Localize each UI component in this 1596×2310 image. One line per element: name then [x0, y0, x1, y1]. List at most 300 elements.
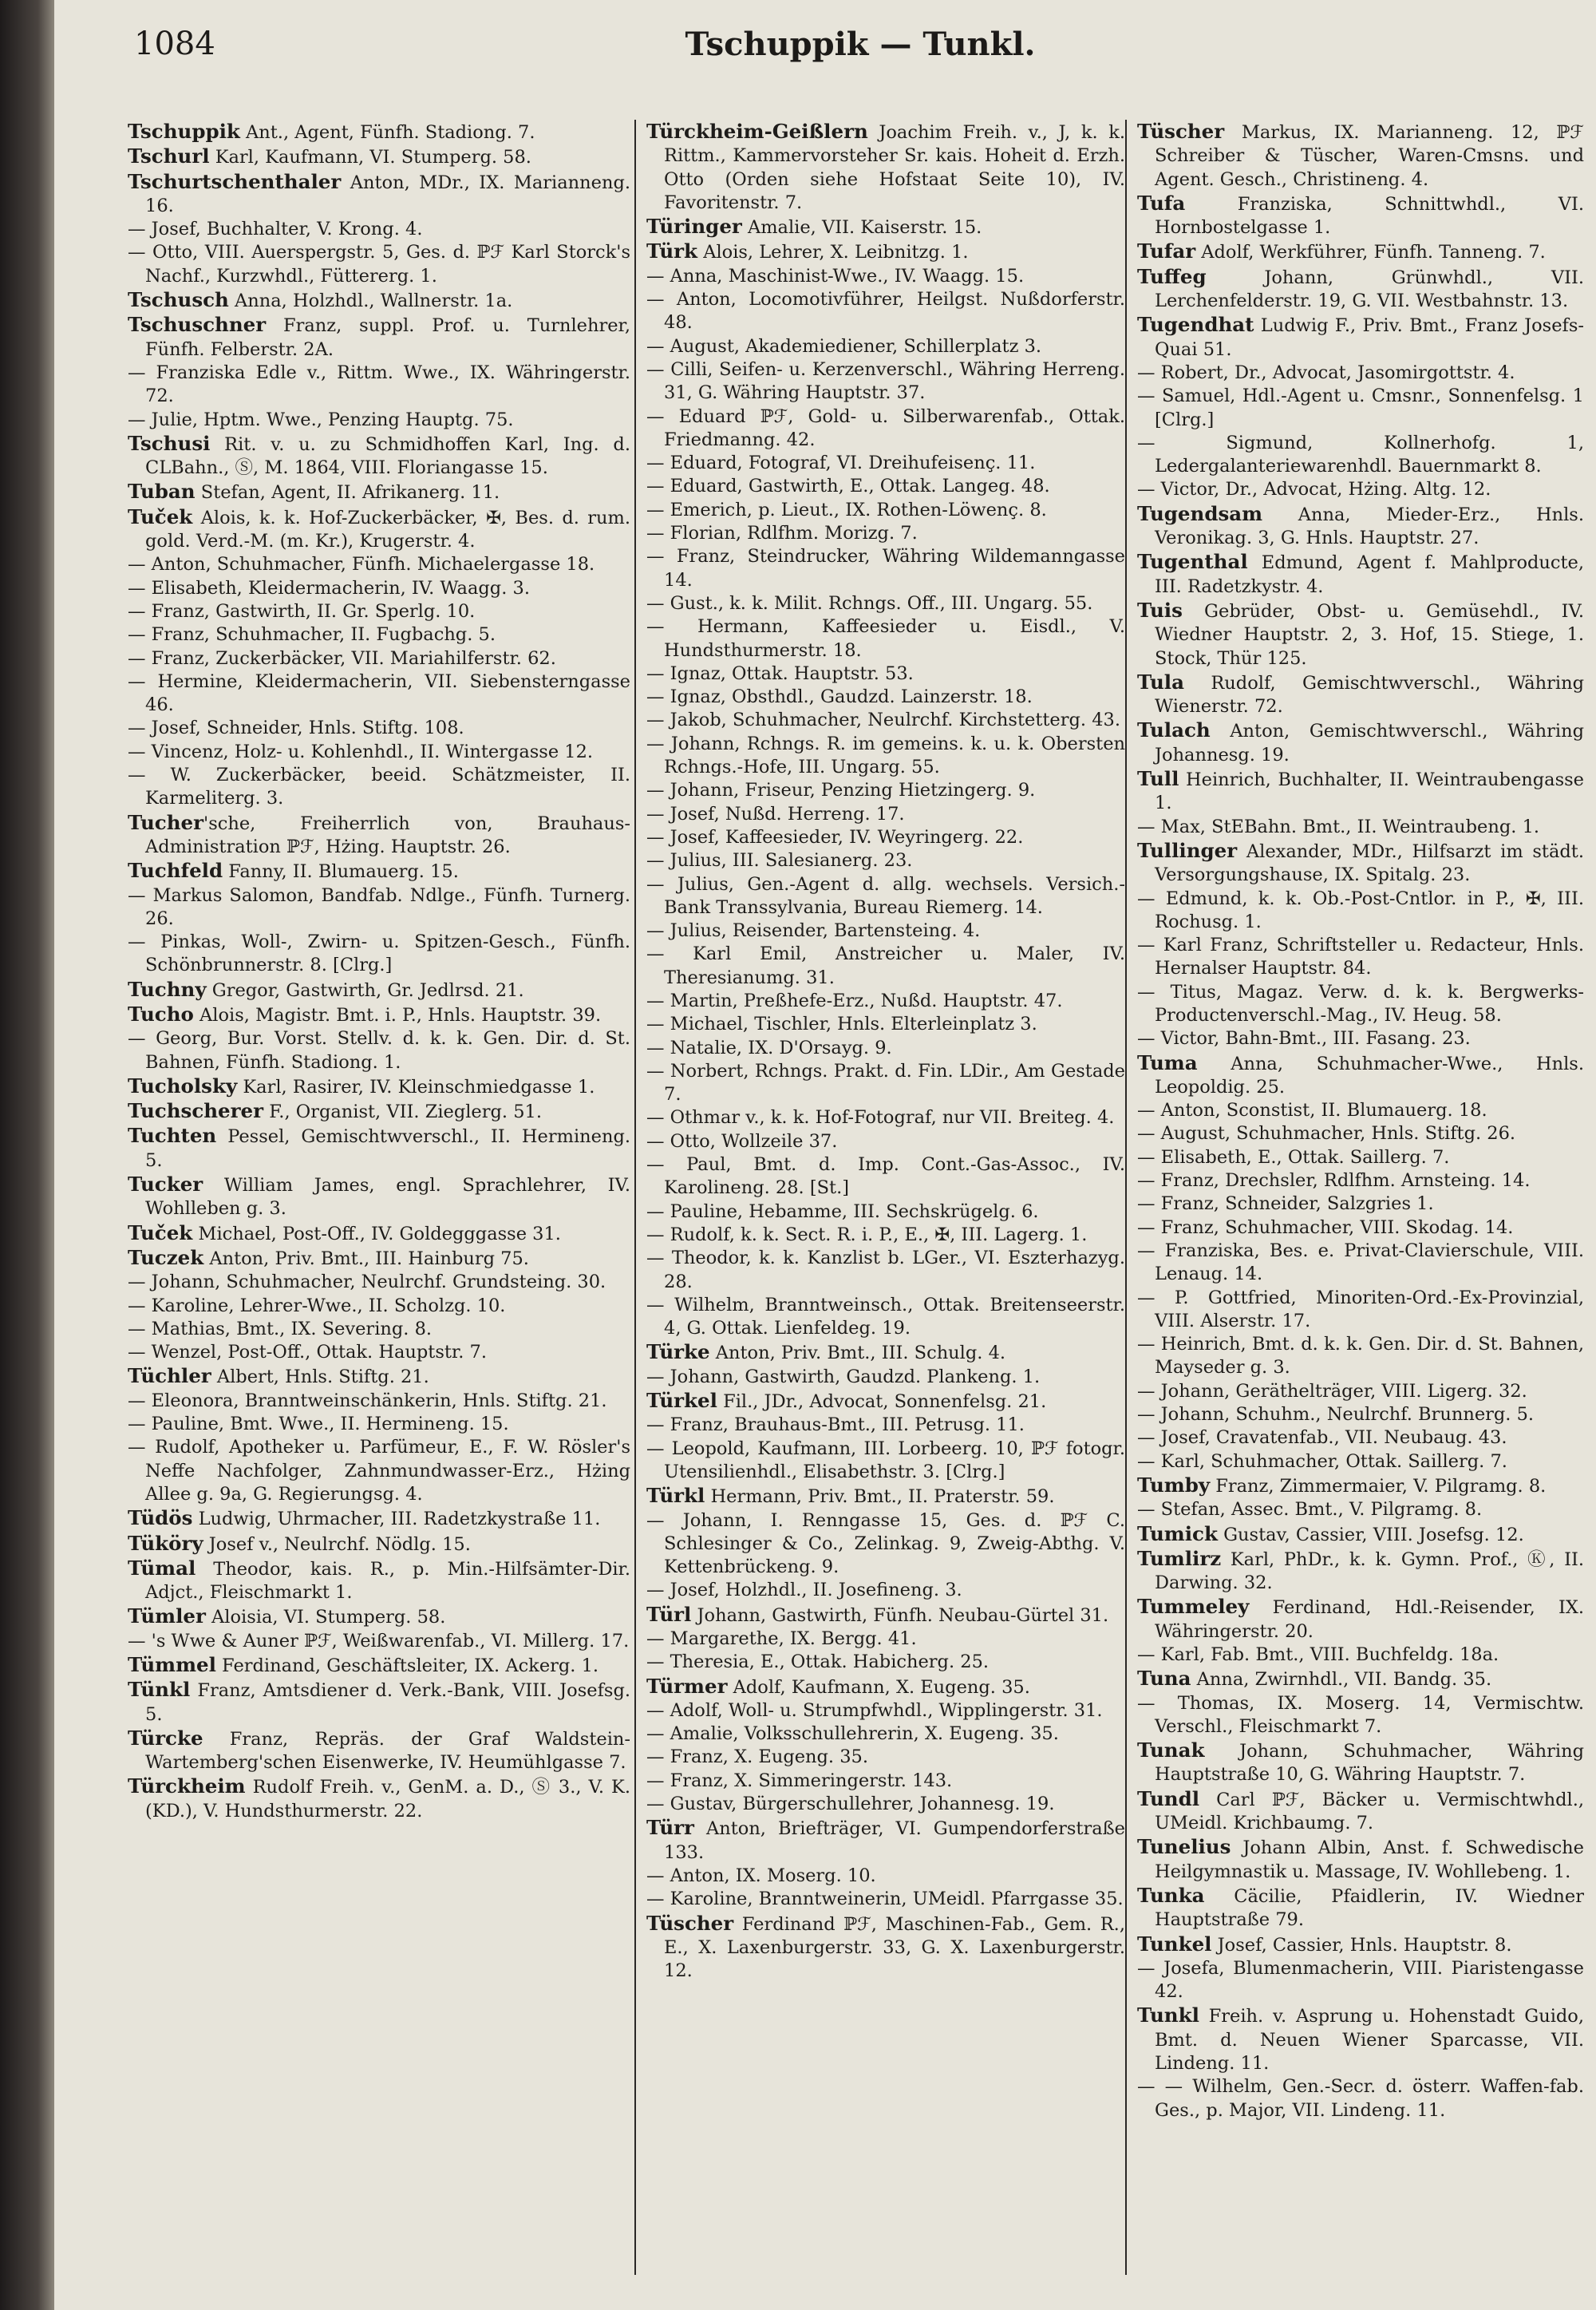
entry-details: — Franz, Brauhaus-Bmt., III. Petrusg. 11.	[646, 1414, 1025, 1436]
directory-entry	[128, 1436, 630, 1506]
entry-surname: Tula	[1137, 670, 1184, 694]
directory-entry	[1137, 1738, 1584, 1787]
entry-surname: Tuis	[1137, 598, 1183, 622]
directory-entry	[646, 709, 1125, 732]
entry-surname: Tschusi	[128, 431, 211, 455]
entry-details: — Johann, Rchngs. R. im gemeins. k. u. k. Obersten Rchngs.-Hofe, III. Ungarg. 55.	[646, 733, 1125, 778]
directory-entry	[646, 615, 1125, 663]
directory-entry	[128, 600, 630, 623]
directory-entry	[1137, 1450, 1584, 1473]
directory-entry	[646, 1340, 1125, 1365]
entry-details: — Franz, X. Eugeng. 35.	[646, 1746, 869, 1768]
entry-surname: Tuma	[1137, 1050, 1198, 1074]
directory-entry	[128, 1124, 630, 1173]
entry-details: — Margarethe, IX. Bergg. 41.	[646, 1628, 917, 1649]
entry-surname: Tümler	[128, 1604, 206, 1628]
directory-entry	[1137, 1522, 1584, 1547]
entry-details: Heinrich, Buchhalter, II. Weintraubengasse 1.	[1155, 769, 1584, 814]
entry-surname: Tunelius	[1137, 1835, 1231, 1859]
entry-details: — Julius, Gen.-Agent d. allg. wechsels. Versich.-Bank Transsylvania, Bureau Riemerg. 14.	[646, 873, 1125, 918]
entry-surname: Türckheim	[128, 1774, 246, 1798]
entry-surname: Tundl	[1137, 1786, 1200, 1810]
entry-details: Amalie, VII. Kaiserstr. 15.	[741, 217, 982, 239]
entry-surname: Tummeley	[1137, 1595, 1250, 1619]
entry-details: — Elisabeth, Kleidermacherin, IV. Waagg. 3.	[128, 577, 530, 599]
directory-entry	[128, 1413, 630, 1436]
entry-details: Franziska, Schnittwhdl., VI. Hornbostelgasse 1.	[1155, 193, 1584, 239]
directory-entry	[1137, 1667, 1584, 1691]
column-divider	[1125, 120, 1127, 2275]
entry-surname: Tumlirz	[1137, 1546, 1222, 1570]
entry-details: — Franz, X. Simmeringerstr. 143.	[646, 1770, 953, 1791]
entry-surname: Tschurtschenthaler	[128, 169, 342, 193]
entry-surname: Türk	[646, 239, 698, 263]
directory-entry	[1137, 1051, 1584, 1100]
entry-details: — P. Gottfried, Minoriten-Ord.-Ex-Provinzial, VIII. Alserstr. 17.	[1137, 1287, 1584, 1331]
directory-entry	[646, 1651, 1125, 1674]
directory-entry	[646, 1793, 1125, 1816]
entry-details: — Johann, Friseur, Penzing Hietzingerg. 9.	[646, 780, 1036, 801]
directory-entry	[1137, 1122, 1584, 1145]
entry-details: — Franz, Drechsler, Rdlfhm. Arnsteing. 14.	[1137, 1170, 1531, 1192]
entry-surname: Tuffeg	[1137, 264, 1207, 288]
directory-entry	[128, 1604, 630, 1629]
entry-details: — Karl, Schuhmacher, Ottak. Saillerg. 7.	[1137, 1450, 1507, 1472]
directory-entry	[1137, 1473, 1584, 1498]
directory-entry	[1137, 816, 1584, 839]
entry-details: — Gustav, Bürgerschullehrer, Johannesg. 19.	[646, 1794, 1055, 1815]
directory-entry	[1137, 120, 1584, 192]
directory-entry	[646, 335, 1125, 358]
entry-surname: Türckheim-Geißlern	[646, 120, 868, 143]
entry-details: — Theresia, E., Ottak. Habicherg. 25.	[646, 1651, 990, 1673]
directory-entry	[1137, 385, 1584, 432]
page-number: 1084	[134, 26, 215, 62]
directory-entry	[646, 499, 1125, 522]
entry-surname: Tuček	[128, 1220, 193, 1244]
entry-details: — Leopold, Kaufmann, III. Lorbeerg. 10, ℙℱ fotogr. Utensilienhdl., Elisabethstr. 3. [Clrg.]	[646, 1438, 1125, 1482]
entry-details: — Franz, Steindrucker, Währing Wildemanngasse 14.	[646, 546, 1125, 591]
directory-entry	[646, 545, 1125, 592]
entry-surname: Türl	[646, 1602, 692, 1626]
directory-column-3	[1137, 120, 1584, 2291]
directory-column-1	[128, 120, 630, 2291]
entry-surname: Tüköry	[128, 1531, 203, 1555]
entry-surname: Tullinger	[1137, 838, 1238, 862]
directory-entry	[646, 475, 1125, 498]
entry-details: F., Organist, VII. Zieglerg. 51.	[263, 1102, 542, 1123]
entry-surname: Tucho	[128, 1002, 194, 1026]
entry-details: Cäcilie, Pfaidlerin, IV. Wiedner Hauptstraße 79.	[1155, 1885, 1584, 1931]
directory-entry	[646, 405, 1125, 453]
entry-details: Alois, Magistr. Bmt. i. P., Hnls. Hauptstr. 39.	[193, 1004, 602, 1026]
directory-entry	[1137, 1498, 1584, 1521]
directory-entry	[1137, 767, 1584, 816]
entry-details: — Elisabeth, E., Ottak. Saillerg. 7.	[1137, 1146, 1450, 1168]
directory-entry	[128, 1003, 630, 1027]
entry-details: Franz, Repräs. der Graf Waldstein-Wartemberg'schen Eisenwerke, IV. Heumühlgasse 7.	[145, 1728, 630, 1774]
directory-entry	[1137, 1547, 1584, 1596]
entry-details: — Karoline, Branntweinerin, UMeidl. Pfarrgasse 35.	[646, 1889, 1124, 1910]
entry-details: — Hermann, Kaffeesieder u. Eisdl., V. Hundsthurmerstr. 18.	[646, 616, 1125, 661]
entry-details: — Franz, Gastwirth, II. Gr. Sperlg. 10.	[128, 600, 476, 622]
entry-details: Adolf, Kaufmann, X. Eugeng. 35.	[727, 1676, 1030, 1698]
entry-surname: Türr	[646, 1816, 694, 1840]
entry-surname: Tumby	[1137, 1473, 1211, 1497]
entry-details: Markus, IX. Marianneng. 12, ℙℱ Schreiber & Tüscher, Waren-Cmsns. und Agent. Gesch., Christineng. 4.	[1155, 122, 1584, 190]
entry-details: — Sigmund, Kollnerhofg. 1, Ledergalanteriewarenhdl. Bauernmarkt 8.	[1137, 432, 1584, 477]
entry-details: — Johann, I. Renngasse 15, Ges. d. ℙℱ C. Schlesinger & Co., Zelinkag. 9, Zweig-Abthg. V. Kettenbrückeng. 9.	[646, 1509, 1125, 1578]
entry-details: — Stefan, Assec. Bmt., V. Pilgramg. 8.	[1137, 1499, 1483, 1521]
entry-surname: Tufar	[1137, 239, 1196, 263]
directory-entry	[128, 288, 630, 313]
entry-details: Johann Albin, Anst. f. Schwedische Heilgymnastik u. Massage, IV. Wohllebeng. 1.	[1155, 1837, 1584, 1882]
entry-details: Johann, Grünwhdl., VII. Lerchenfelderstr. 19, G. VII. Westbahnstr. 13.	[1155, 267, 1584, 312]
entry-details: — Samuel, Hdl.-Agent u. Cmsnr., Sonnenfelsg. 1 [Clrg.]	[1137, 386, 1584, 430]
entry-details: Josef, Cassier, Hnls. Hauptstr. 8.	[1211, 1934, 1512, 1956]
entry-details: — Franz, Zuckerbäcker, VII. Mariahilferstr. 62.	[128, 647, 556, 669]
directory-entry	[1137, 1595, 1584, 1644]
entry-details: 'sche, Freiherrlich von, Brauhaus-Administration ℙℱ, Hżing. Hauptstr. 26.	[145, 813, 630, 857]
directory-entry	[646, 1865, 1125, 1888]
directory-entry	[128, 409, 630, 432]
directory-entry	[128, 553, 630, 576]
directory-entry	[1137, 1692, 1584, 1739]
directory-entry	[1137, 239, 1584, 264]
entry-details: — Robert, Dr., Advocat, Jasomirgottstr. 4.	[1137, 362, 1515, 383]
entry-details: Josef v., Neulrchf. Nödlg. 15.	[203, 1533, 471, 1555]
entry-details: — Julius, III. Salesianerg. 23.	[646, 850, 913, 872]
directory-entry	[128, 1506, 630, 1531]
directory-entry	[128, 1653, 630, 1678]
directory-entry	[646, 1888, 1125, 1911]
entry-surname: Tümal	[128, 1556, 196, 1580]
entry-details: — Franz, Schuhmacher, VIII. Skodag. 14.	[1137, 1216, 1514, 1238]
entry-details: Alois, Lehrer, X. Leibnitzg. 1.	[697, 242, 969, 263]
directory-entry	[646, 826, 1125, 849]
entry-surname: Tuban	[128, 480, 196, 504]
entry-surname: Türcke	[128, 1726, 203, 1750]
directory-entry	[646, 215, 1125, 239]
entry-details: — Franz, Schneider, Salzgries 1.	[1137, 1193, 1434, 1215]
entry-details: — Karl, Fab. Bmt., VIII. Buchfeldg. 18a.	[1137, 1644, 1499, 1665]
directory-entry	[1137, 502, 1584, 551]
directory-entry	[646, 1723, 1125, 1746]
directory-column-2	[646, 120, 1125, 2291]
directory-entry	[128, 120, 630, 144]
directory-entry	[646, 452, 1125, 475]
directory-entry	[128, 623, 630, 647]
directory-entry	[128, 647, 630, 670]
entry-details: — Thomas, IX. Moserg. 14, Vermischtw. Verschl., Fleischmarkt 7.	[1137, 1692, 1584, 1737]
directory-entry	[128, 1099, 630, 1124]
entry-details: Anton, Priv. Bmt., III. Hainburg 75.	[203, 1248, 529, 1269]
entry-surname: Tüscher	[1137, 120, 1225, 143]
entry-details: Franz, suppl. Prof. u. Turnlehrer, Fünfh. Felberstr. 2A.	[145, 315, 630, 360]
directory-entry	[128, 313, 630, 362]
entry-details: — Martin, Preßhefe-Erz., Nußd. Hauptstr. 47.	[646, 990, 1063, 1011]
entry-details: — Othmar v., k. k. Hof-Fotograf, nur VII. Breiteg. 4.	[646, 1107, 1115, 1129]
entry-details: — Anna, Maschinist-Wwe., IV. Waagg. 15.	[646, 265, 1025, 287]
entry-details: — Victor, Bahn-Bmt., III. Fasang. 23.	[1137, 1028, 1471, 1050]
directory-entry	[646, 1628, 1125, 1651]
entry-details: — Johann, Schuhm., Neulrchf. Brunnerg. 5.	[1137, 1404, 1535, 1426]
entry-details: — Otto, Wollzeile 37.	[646, 1130, 838, 1152]
directory-entry	[128, 1678, 630, 1727]
entry-details: — 's Wwe & Auner ℙℱ, Weißwarenfab., VI. Millerg. 17.	[128, 1630, 630, 1651]
entry-details: — Julie, Hptm. Wwe., Penzing Hauptg. 75.	[128, 409, 514, 430]
entry-details: Freih. v. Asprung u. Hohenstadt Guido, Bmt. d. Neuen Wiener Sparcasse, VII. Lindeng. 11.	[1155, 2006, 1584, 2075]
directory-entry	[1137, 2003, 1584, 2075]
directory-entry	[646, 1414, 1125, 1437]
entry-details: Alexander, MDr., Hilfsarzt im städt. Versorgungshause, IX. Spitalg. 23.	[1155, 841, 1584, 886]
entry-details: — Franziska Edle v., Rittm. Wwe., IX. Währingerstr. 72.	[128, 362, 630, 407]
entry-surname: Türmer	[646, 1674, 728, 1698]
directory-entry	[1137, 1333, 1584, 1380]
directory-entry	[646, 1013, 1125, 1036]
entry-details: Anna, Holzhdl., Wallnerstr. 1a.	[228, 291, 513, 312]
entry-details: Rudolf Freih. v., GenM. a. D., Ⓢ 3., V. K. (KD.), V. Hundsthurmerstr. 22.	[145, 1777, 630, 1821]
entry-surname: Tumick	[1137, 1521, 1218, 1545]
directory-entry	[128, 362, 630, 409]
directory-entry	[646, 1438, 1125, 1485]
directory-entry	[646, 1106, 1125, 1129]
directory-entry	[646, 803, 1125, 826]
directory-entry	[128, 764, 630, 811]
directory-entry	[1137, 839, 1584, 888]
entry-details: — Adolf, Woll- u. Strumpfwhdl., Wipplingerstr. 31.	[646, 1699, 1103, 1721]
directory-entry	[646, 1603, 1125, 1628]
entry-surname: Tufa	[1137, 191, 1186, 215]
entry-details: — Anton, Sconstist, II. Blumauerg. 18.	[1137, 1100, 1487, 1121]
entry-details: Rudolf, Gemischtwverschl., Währing Wienerstr. 72.	[1155, 672, 1584, 718]
entry-details: Edmund, Agent f. Mahlproducte, III. Radetzkystr. 4.	[1155, 552, 1584, 597]
directory-entry	[646, 779, 1125, 802]
entry-details: — Mathias, Bmt., IX. Severing. 8.	[128, 1318, 433, 1339]
directory-entry	[1137, 1787, 1584, 1836]
entry-details: — Georg, Bur. Vorst. Stellv. d. k. k. Gen. Dir. d. St. Bahnen, Fünfh. Stadiong. 1.	[128, 1028, 630, 1073]
directory-entry	[1137, 478, 1584, 501]
directory-entry	[128, 241, 630, 288]
directory-entry	[128, 480, 630, 504]
entry-surname: Tunkl	[1137, 2003, 1199, 2027]
running-head: Tschuppik — Tunkl.	[685, 26, 1036, 63]
entry-details: — August, Schuhmacher, Hnls. Stiftg. 26.	[1137, 1123, 1516, 1145]
directory-entry	[646, 1579, 1125, 1602]
directory-entry	[646, 1130, 1125, 1153]
entry-details: — Rudolf, Apotheker u. Parfümeur, E., F. W. Rösler's Neffe Nachfolger, Zahnmundwasser-Erz., Hżing Allee g. 9a, G. Regierungsg. 4.	[128, 1437, 630, 1505]
entry-details: Ant., Agent, Fünfh. Stadiong. 7.	[239, 122, 535, 143]
directory-entry	[128, 1074, 630, 1099]
entry-details: Ferdinand ℙℱ, Maschinen-Fab., Gem. R., E., X. Laxenburgerstr. 33, G. X. Laxenburgerstr. 12.	[664, 1913, 1125, 1982]
directory-entry	[1137, 1169, 1584, 1193]
entry-surname: Tschusch	[128, 288, 229, 312]
entry-details: — Josef, Holzhdl., II. Josefineng. 3.	[646, 1580, 962, 1601]
directory-entry	[128, 1727, 630, 1775]
directory-entry	[1137, 192, 1584, 240]
entry-details: — Victor, Dr., Advocat, Hżing. Altg. 12.	[1137, 479, 1491, 500]
entry-details: Anna, Schuhmacher-Wwe., Hnls. Leopoldig. 25.	[1155, 1053, 1584, 1098]
entry-surname: Tuchfeld	[128, 859, 223, 883]
entry-details: — Wilhelm, Branntweinsch., Ottak. Breitenseerstr. 4, G. Ottak. Lienfeldeg. 19.	[646, 1294, 1125, 1339]
directory-entry	[646, 1746, 1125, 1769]
directory-entry	[1137, 1380, 1584, 1403]
entry-details: — Titus, Magaz. Verw. d. k. k. Bergwerks-Productenverschl.-Mag., IV. Heug. 58.	[1137, 981, 1584, 1026]
entry-details: Karl, PhDr., k. k. Gymn. Prof., Ⓚ, II. Darwing. 32.	[1155, 1549, 1584, 1594]
directory-entry	[1137, 1932, 1584, 1957]
entry-surname: Tschuppik	[128, 120, 240, 143]
entry-details: — Otto, VIII. Auerspergstr. 5, Ges. d. ℙℱ Karl Storck's Nachf., Kurzwhdl., Füttererg. 1.	[128, 242, 630, 287]
directory-entry	[128, 1027, 630, 1074]
directory-entry	[128, 1318, 630, 1341]
directory-entry	[646, 1484, 1125, 1509]
directory-entry	[646, 1912, 1125, 1984]
directory-entry	[128, 1246, 630, 1271]
directory-entry	[128, 931, 630, 978]
directory-entry	[128, 1221, 630, 1246]
directory-entry	[1137, 1099, 1584, 1122]
directory-entry	[128, 170, 630, 219]
directory-entry	[1137, 1193, 1584, 1216]
entry-details: — Josef, Kaffeesieder, IV. Weyringerg. 22.	[646, 826, 1024, 848]
directory-entry	[128, 1364, 630, 1389]
directory-entry	[128, 1271, 630, 1294]
entry-details: — Hermine, Kleidermacherin, VII. Siebensterngasse 46.	[128, 670, 630, 716]
directory-entry	[128, 144, 630, 169]
directory-entry	[646, 1247, 1125, 1294]
directory-entry	[128, 811, 630, 860]
directory-entry	[1137, 1403, 1584, 1426]
directory-entry	[128, 577, 630, 600]
directory-entry	[1137, 2075, 1584, 2122]
entry-details: — Anton, Schuhmacher, Fünfh. Michaelergasse 18.	[128, 554, 595, 576]
entry-details: Ferdinand, Hdl.-Reisender, IX. Währingerstr. 20.	[1155, 1597, 1584, 1642]
entry-details: Franz, Zimmermaier, V. Pilgramg. 8.	[1210, 1475, 1547, 1497]
directory-entry	[646, 686, 1125, 709]
entry-details: Fanny, II. Blumauerg. 15.	[223, 861, 459, 883]
entry-surname: Tunak	[1137, 1738, 1205, 1762]
entry-details: — Josefa, Blumenmacherin, VIII. Piaristengasse 42.	[1137, 1957, 1584, 2003]
directory-entry	[646, 943, 1125, 990]
entry-details: Franz, Amtsdiener d. Verk.-Bank, VIII. Josefsg. 5.	[145, 1680, 630, 1725]
entry-surname: Tuczek	[128, 1245, 204, 1269]
directory-entry	[646, 265, 1125, 288]
entry-details: Anton, Briefträger, VI. Gumpendorferstraße 133.	[664, 1818, 1125, 1863]
directory-entry	[646, 733, 1125, 780]
directory-entry	[128, 1295, 630, 1318]
directory-entry	[646, 592, 1125, 615]
directory-entry	[1137, 313, 1584, 362]
directory-entry	[1137, 1644, 1584, 1667]
directory-entry	[1137, 1146, 1584, 1169]
entry-details: — Franz, Schuhmacher, II. Fugbachg. 5.	[128, 624, 496, 646]
directory-entry	[1137, 432, 1584, 479]
entry-details: — Edmund, k. k. Ob.-Post-Cntlor. in P., ✠, III. Rochusg. 1.	[1137, 888, 1584, 932]
entry-surname: Türkl	[646, 1484, 705, 1508]
entry-surname: Tunkel	[1137, 1932, 1212, 1956]
entry-surname: Tschuschner	[128, 313, 267, 337]
directory-entry	[1137, 1884, 1584, 1932]
directory-entry	[128, 1774, 630, 1823]
entry-details: Aloisia, VI. Stumperg. 58.	[205, 1607, 446, 1628]
entry-surname: Tucholsky	[128, 1074, 238, 1098]
entry-surname: Tüdös	[128, 1506, 193, 1530]
directory-entry	[646, 522, 1125, 545]
directory-entry	[646, 1366, 1125, 1389]
directory-entry	[1137, 1240, 1584, 1287]
directory-entry	[1137, 718, 1584, 767]
directory-entry	[646, 1699, 1125, 1723]
entry-details: — Josef, Nußd. Herreng. 17.	[646, 803, 905, 825]
entry-details: — Norbert, Rchngs. Prakt. d. Fin. LDir., Am Gestade 7.	[646, 1060, 1125, 1106]
entry-details: Johann, Schuhmacher, Währing Hauptstraße 10, G. Währing Hauptstr. 7.	[1155, 1741, 1584, 1786]
entry-details: — Karoline, Lehrer-Wwe., II. Scholzg. 10.	[128, 1295, 506, 1316]
entry-details: Fil., JDr., Advocat, Sonnenfelsg. 21.	[717, 1391, 1047, 1413]
entry-details: — Vincenz, Holz- u. Kohlenhdl., II. Wintergasse 12.	[128, 741, 594, 762]
entry-details: Karl, Kaufmann, VI. Stumperg. 58.	[209, 147, 531, 168]
entry-surname: Tugendhat	[1137, 313, 1254, 337]
directory-entry	[646, 1294, 1125, 1341]
directory-entry	[128, 741, 630, 764]
directory-entry	[646, 1770, 1125, 1793]
entry-details: — Ignaz, Obsthdl., Gaudzd. Lainzerstr. 18.	[646, 686, 1033, 708]
entry-details: Karl, Rasirer, IV. Kleinschmiedgasse 1.	[237, 1076, 595, 1098]
entry-details: — Karl Emil, Anstreicher u. Maler, IV. Theresianumg. 31.	[646, 943, 1125, 988]
directory-entry	[128, 884, 630, 932]
entry-surname: Tucker	[128, 1173, 203, 1197]
entry-details: Ferdinand, Geschäftsleiter, IX. Ackerg. 1.	[215, 1655, 599, 1676]
directory-entry	[128, 717, 630, 740]
entry-details: — Franziska, Bes. e. Privat-Clavierschule, VIII. Lenaug. 14.	[1137, 1240, 1584, 1285]
entry-details: — Max, StEBahn. Bmt., II. Weintraubeng. 1.	[1137, 816, 1540, 837]
directory-entry	[128, 1630, 630, 1653]
entry-details: — Pauline, Hebamme, III. Sechskrügelg. 6.	[646, 1200, 1039, 1222]
directory-entry	[128, 505, 630, 554]
entry-details: — Johann, Geräthelträger, VIII. Ligerg. 32.	[1137, 1380, 1527, 1402]
directory-entry	[646, 288, 1125, 335]
directory-entry	[1137, 1027, 1584, 1050]
entry-details: Adolf, Werkführer, Fünfh. Tanneng. 7.	[1195, 242, 1546, 263]
entry-details: — Rudolf, k. k. Sect. R. i. P., E., ✠, III. Lagerg. 1.	[646, 1224, 1088, 1245]
directory-entry	[1137, 599, 1584, 670]
entry-details: — W. Zuckerbäcker, beeid. Schätzmeister, II. Karmeliterg. 3.	[128, 765, 630, 809]
directory-entry	[646, 1060, 1125, 1107]
entry-surname: Tucher	[128, 810, 204, 834]
entry-details: Pessel, Gemischtwverschl., II. Hermineng. 5.	[145, 1126, 630, 1171]
entry-surname: Tüchler	[128, 1364, 211, 1388]
entry-details: — Eduard, Gastwirth, E., Ottak. Langeg. 48.	[646, 476, 1050, 497]
directory-entry	[1137, 1287, 1584, 1334]
entry-surname: Tull	[1137, 767, 1179, 791]
directory-entry	[128, 1532, 630, 1556]
entry-details: Anna, Mieder-Erz., Hnls. Veronikag. 3, G. Hnls. Hauptstr. 27.	[1155, 504, 1584, 549]
entry-details: Anton, Priv. Bmt., III. Schulg. 4.	[709, 1343, 1006, 1364]
directory-entry	[128, 978, 630, 1003]
directory-entry	[646, 120, 1125, 215]
entry-surname: Tuček	[128, 504, 193, 528]
directory-entry	[128, 1173, 630, 1221]
directory-entry	[646, 1389, 1125, 1414]
entry-surname: Tugendsam	[1137, 501, 1263, 525]
directory-entry	[1137, 670, 1584, 719]
directory-entry	[128, 670, 630, 718]
book-spine-shadow	[0, 0, 54, 2310]
entry-details: — August, Akademiediener, Schillerplatz 3.	[646, 335, 1042, 357]
entry-details: — Josef, Cravatenfab., VII. Neubaug. 43.	[1137, 1427, 1507, 1449]
entry-surname: Tuchten	[128, 1124, 217, 1148]
entry-details: Alois, k. k. Hof-Zuckerbäcker, ✠, Bes. d. rum. gold. Verd.-M. (m. Kr.), Krugerstr. 4.	[145, 507, 630, 552]
entry-details: — Pauline, Bmt. Wwe., II. Hermineng. 15.	[128, 1414, 509, 1435]
